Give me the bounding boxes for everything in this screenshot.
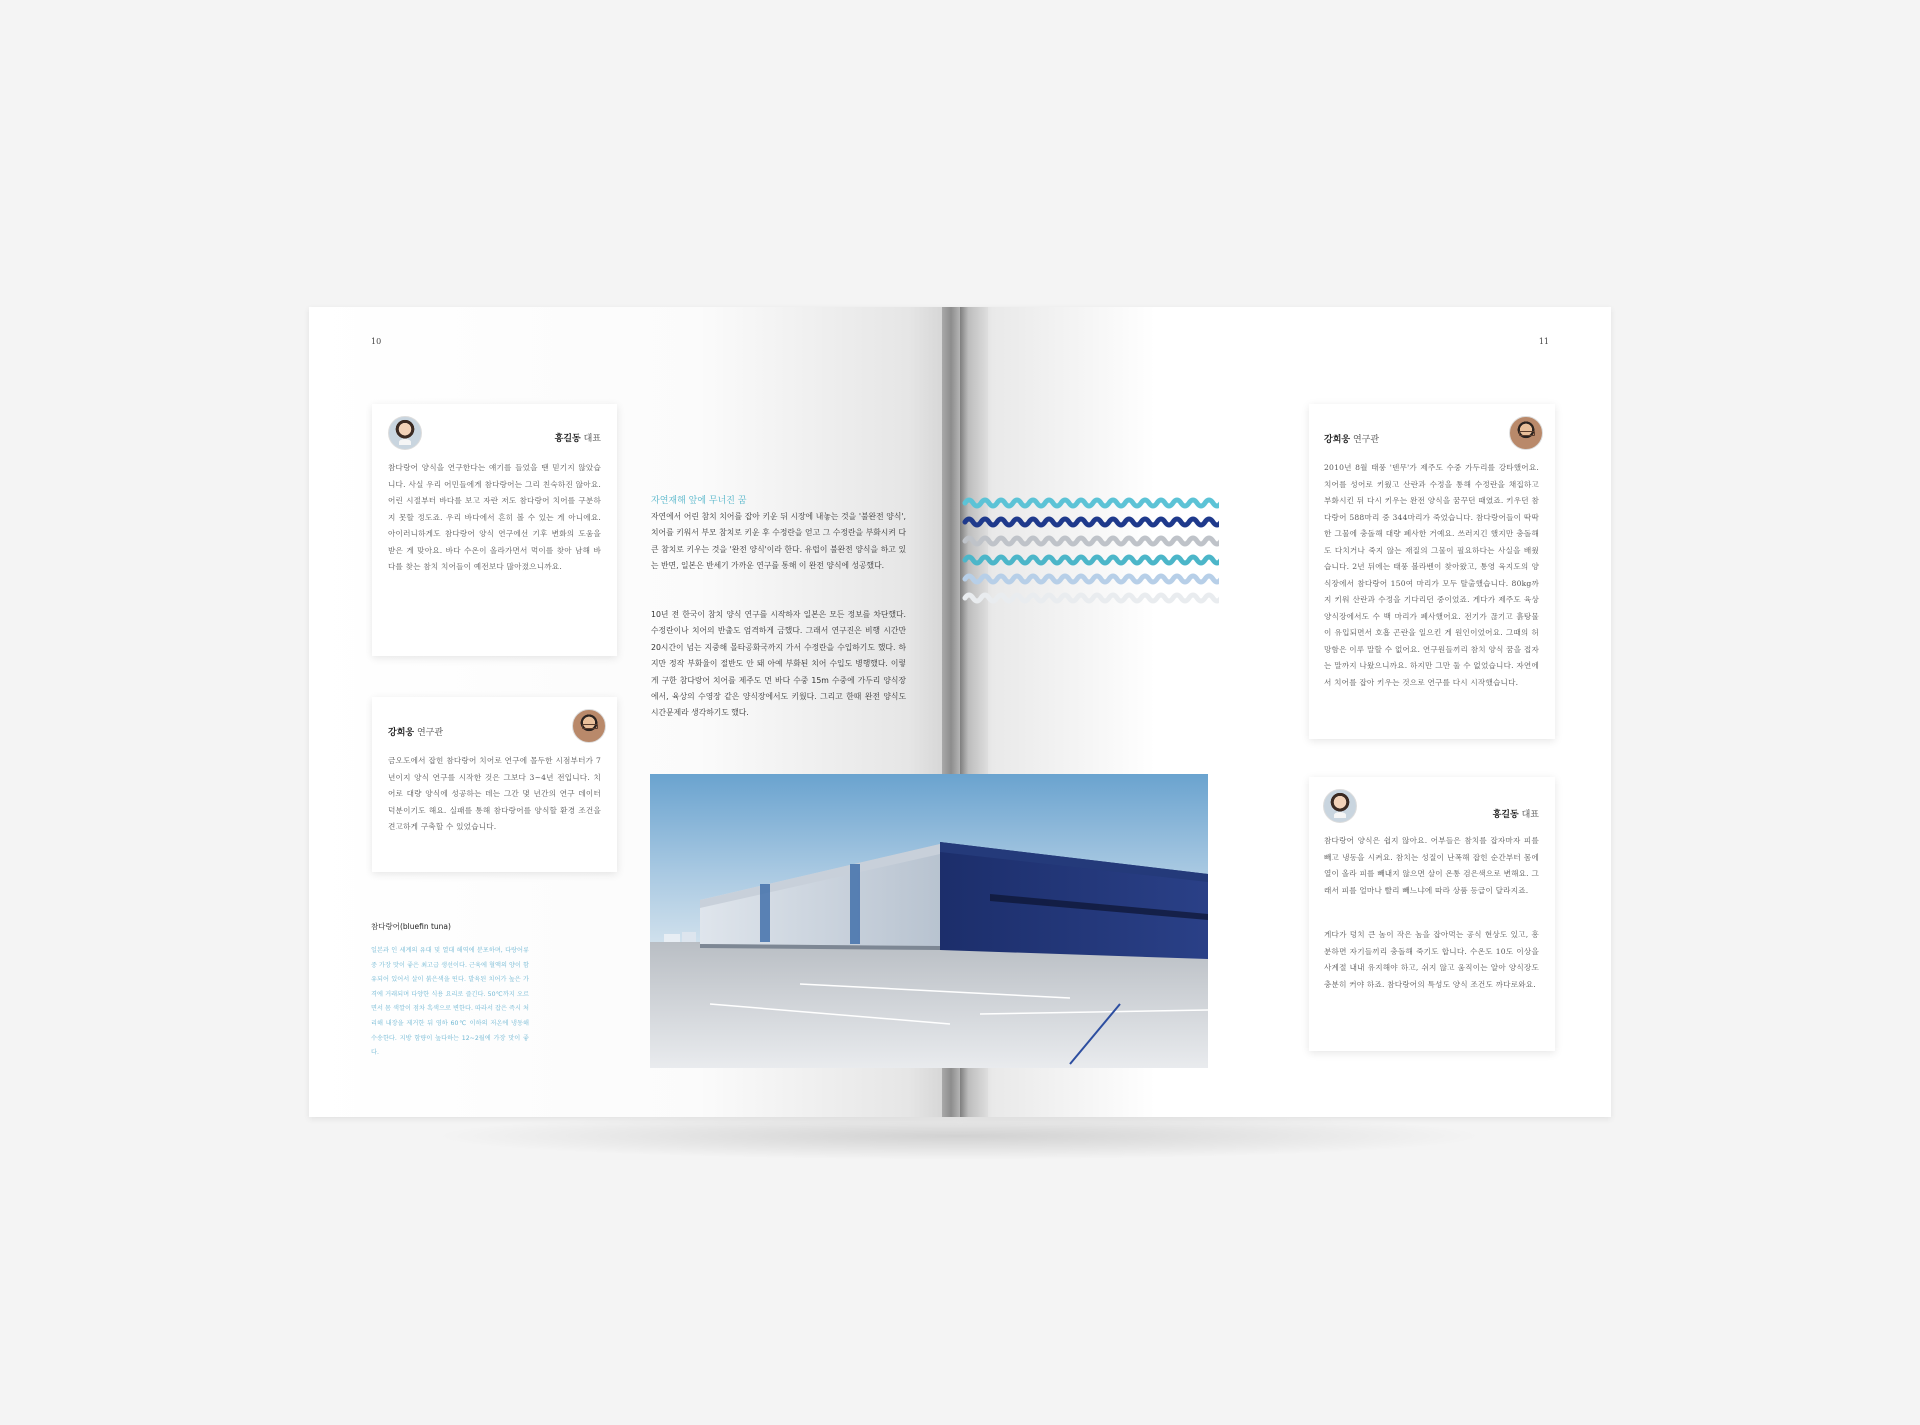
body-paragraph-1: 자연에서 어린 참치 치어를 잡아 키운 뒤 시장에 내놓는 것을 '불완전 양식', 치어를 키워서 부모 참치로 키운 후 수정란을 얻고 그 수정란을 부화시켜 다 큰 참치로 키우는 것을 '완전 양식'이라 한다. 유럽이 불완전 양식을 하고 있는 반면, 일본은 반세기 가까운 연구를 통해 이 완전 양식에 성공했다. (651, 512, 906, 571)
card-quote-text: 금오도에서 잡힌 참다랑어 치어로 연구에 몰두한 시점부터가 7년이지 양식 연구를 시작한 것은 그보다 3~4년 전입니다. 치어로 대량 양식에 성공하는 데는 그간 몇 년간의 연구 데이터 덕분이기도 해요. 실패를 통해 참다랑어를 양식할 환경 조건을 견고하게 구축할 수 있었습니다. (388, 756, 601, 831)
person-name: 강희웅 (1324, 435, 1351, 445)
magazine-spread (309, 307, 1611, 1117)
avatar-hong (388, 416, 422, 450)
person-role: 대표 (1521, 810, 1539, 820)
avatar-kang (1509, 416, 1543, 450)
spread-shadow (429, 1112, 1489, 1160)
wave-line (965, 595, 1219, 601)
card-name (1493, 807, 1539, 820)
wave-graphic (959, 489, 1219, 619)
warehouse-photo (650, 774, 1208, 1068)
card-quote-text: 2010년 8월 태풍 '덴무'가 제주도 수중 가두리를 강타했어요. 치어를 성어로 키웠고 산란과 수정을 통해 수정란을 채집하고 부화시킨 뒤 다시 키우는 완전 양식을 꿈꾸던 때였죠. 키우던 참다랑어 588마리 중 344마리가 죽었습니다. 참다랑어들이 딱딱한 그물에 충돌해 대량 폐사한 거예요. 쓰러지긴 했지만 충돌해도 다치거나 죽지 않는 재질의 그물이 필요하다는 사실을 배웠습니다. 2년 뒤에는 태풍 볼라벤이 찾아왔고, 통영 육지도의 양식장에서 참다랑어 150여 마리가 모두 탈출했습니다. 80kg까지 키워 산란과 수정을 기다리던 중이었죠. 게다가 제주도 육상 양식장에서도 수 백 마리가 폐사했어요. 전기가 끊기고 흙탕물이 유입되면서 호흡 곤란을 일으킨 게 원인이었어요. 그때의 허망함은 이루 말할 수 없어요. 연구원들끼리 참치 양식 꿈을 접자는 말까지 나왔으니까요. 하지만 그만 둘 수 없었습니다. 자연에서 치어를 잡아 키우는 것으로 연구를 다시 시작했습니다. (1324, 463, 1539, 687)
person-role: 연구관 (416, 728, 444, 738)
quote-card-kang-right (1309, 404, 1555, 739)
quote-card-hong-left (372, 404, 617, 656)
card-name (388, 725, 443, 738)
person-name: 홍길동 (1492, 810, 1519, 820)
avatar-hong (1323, 789, 1357, 823)
sidebar-note-title: 참다랑어(bluefin tuna) (371, 922, 451, 931)
wave-line (965, 519, 1219, 525)
card-name (555, 431, 601, 444)
card-quote-text: 참다랑어 양식을 연구한다는 얘기를 들었을 땐 믿기지 않았습니다. 사실 우리 어민들에게 참다랑어는 그리 친숙하진 않아요. 어린 시절부터 바다를 보고 자란 저도 참다랑어 치어를 구분하지 못할 정도죠. 우리 바다에서 흔히 볼 수 있는 게 아니에요. 아이러니하게도 참다랑어 양식 연구에선 기후 변화의 도움을 받은 게 맞아요. 바다 수온이 올라가면서 먹이를 찾아 남해 바다를 찾는 참치 치어들이 예전보다 많아졌으니까요. (388, 463, 601, 571)
person-role: 연구관 (1352, 435, 1380, 445)
section-title: 자연재해 앞에 무너진 꿈 (651, 496, 747, 506)
card-name (1324, 432, 1379, 445)
avatar-kang (572, 709, 606, 743)
quote-card-hong-right (1309, 777, 1555, 1051)
wave-line (965, 538, 1219, 544)
card-quote-text-2: 게다가 덩치 큰 놈이 작은 놈을 잡아먹는 공식 현상도 있고, 흥분하면 자기들끼리 충돌해 죽기도 합니다. 수온도 10도 이상을 사계절 내내 유지해야 하고, 쉬지 않고 움직이는 알아 양식장도 충분히 커야 하죠. 참다랑어의 특성도 양식 조건도 까다로와요. (1324, 930, 1539, 989)
card-quote-text-1: 참다랑어 양식은 쉽지 않아요. 어부들은 참치를 잡자마자 피를 빼고 냉동을 시켜요. 참치는 성질이 난폭해 잡힌 순간부터 몸에 열이 올라 피를 빼내지 않으면 살이 온통 검은색으로 변해요. 그래서 피를 얼마나 빨리 빼느냐에 따라 상품 등급이 달라지죠. (1324, 836, 1539, 895)
quote-card-kang-left (372, 697, 617, 872)
sidebar-note-text: 일본과 인 세계의 유대 및 열대 해역에 분포하며, 다랑어류 중 가장 맛이 좋은 최고급 생선이다. 근육에 혈액의 양이 함유되어 있어서 살이 붉은색을 띤다. 발육된 치어가 높은 가격에 거래되며 다양한 식용 요리로 즐긴다. 50℃까지 오르면서 몸 색깔이 점차 흑색으로 변한다. 따라서 잡은 즉시 처리해 내장을 제거한 뒤 영하 60℃ 이하의 저온에 냉동해 수송한다. 지방 함량이 높다하는 12~2월에 가장 맛이 좋다. (371, 947, 529, 1057)
person-name: 홍길동 (554, 434, 581, 444)
wave-line (965, 557, 1219, 563)
person-role: 대표 (583, 434, 601, 444)
page-number-left: 10 (371, 337, 382, 346)
body-paragraph-2: 10년 전 한국이 참치 양식 연구를 시작하자 일본은 모든 정보를 차단했다. 수정란이나 치어의 반출도 엄격하게 금했다. 그래서 연구진은 비행 시간만 20시간이 넘는 지중해 몰타공화국까지 가서 수정란을 수입하기도 했다. 하지만 정작 부화율이 절반도 안 돼 아예 부화된 치어 수입도 병행했다. 이렇게 구한 참다랑어 치어를 제주도 먼 바다 수중 15m 수중에 가두리 양식장에서, 육상의 수영장 같은 양식장에서도 키웠다. 그리고 한때 완전 양식도 시간문제라 생각하기도 했다. (651, 610, 906, 718)
page-number-right: 11 (1538, 337, 1549, 346)
person-name: 강희웅 (388, 728, 415, 738)
wave-line (965, 576, 1219, 582)
wave-line (965, 500, 1219, 506)
